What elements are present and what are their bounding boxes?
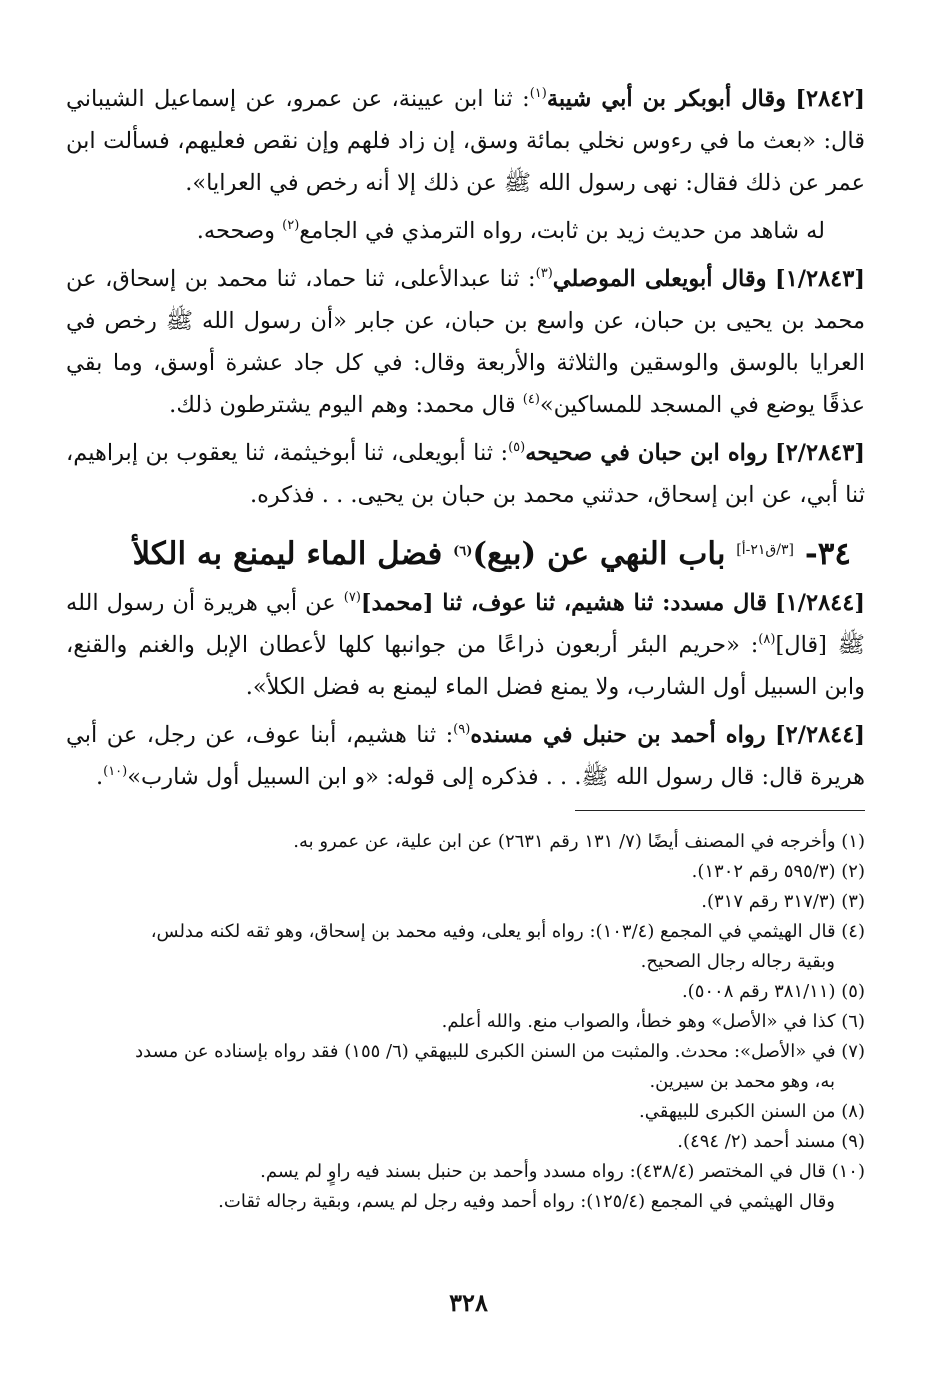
hadith-lead: وقال أبوبكر بن أبي شيبة xyxy=(546,86,787,112)
hadith-text: : ثنا ابن عيينة، عن عمرو، عن إسماعيل الشيباني قال: «بعث ما في رءوس نخلي بمائة وسق، إن زاد فلهم وإن نقص فعليهم، فسألت ابن عمر عن ذلك فقال: نهى رسول الله ﷺ عن ذلك إلا أنه رخص في العرايا». xyxy=(66,86,865,196)
footnote-ref: (٥) xyxy=(508,440,526,455)
footnote-ref: (٣) xyxy=(535,266,553,281)
chapter-title: باب النهي عن (بيع) xyxy=(472,536,726,572)
footnote-ref: (٩) xyxy=(453,722,471,737)
hadith-text: : ثنا عبدالأعلى، ثنا حماد، ثنا محمد بن إسحاق، عن محمد بن يحيى بن حبان، عن واسع بن حبان، عن جابر «أن رسول الله ﷺ رخص في العرايا بالوسق والوسقين والثلاثة والأربعة وقال: في كل جاد عشرة أوسق، وما بقي عذقًا يوضع في المسجد للمساكين» xyxy=(66,266,865,418)
footnote-ref: (٦) xyxy=(453,544,473,559)
hadith-lead: رواه أحمد بن حنبل في مسنده xyxy=(470,722,766,748)
footnotes xyxy=(66,827,865,1217)
hadith-text: : ثنا أبويعلى، ثنا أبوخيثمة، ثنا يعقوب بن إبراهيم، ثنا أبي، عن ابن إسحاق، حدثني محمد بن حبان بن يحيى. . . فذكره. xyxy=(66,440,865,508)
footnote xyxy=(66,977,865,1007)
footnote-continuation: به، وهو محمد بن سيرين. xyxy=(649,1071,835,1092)
shahid-text-end: وصححه. xyxy=(196,218,283,244)
footnote xyxy=(66,1097,865,1127)
footnote xyxy=(66,827,865,857)
footnote-ref: (٤) xyxy=(522,392,540,407)
footnote-text: (١٠) قال في المختصر (٤٣٨/٤): رواه مسدد وأحمد بن حنبل بسند فيه راوٍ لم يسم. xyxy=(260,1161,865,1182)
hadith-text: : ثنا هشيم، أبنا عوف، عن رجل، عن أبي هريرة قال: قال رسول الله ﷺ. . . فذكره إلى قوله: «و ابن السبيل أول شارب» xyxy=(66,722,865,790)
shahid-text: له شاهد من حديث زيد بن ثابت، رواه الترمذي في الجامع xyxy=(299,218,825,244)
hadith-id: [١/٢٨٤٣] xyxy=(775,266,866,292)
footnote-ref: (١) xyxy=(529,86,547,101)
footnote-divider xyxy=(575,810,865,811)
footnote-text: (٦) كذا في «الأصل» وهو خطأ، والصواب منع. والله أعلم. xyxy=(441,1011,865,1032)
footnote-ref: (٢) xyxy=(282,218,300,233)
manuscript-marker: [٣/ق٢١-أ] xyxy=(736,542,795,558)
hadith-text-end: . xyxy=(95,764,104,790)
footnote-text: (٤) قال الهيثمي في المجمع (١٠٣/٤): رواه أبو يعلى، وفيه محمد بن إسحاق، وهو ثقه لكنه مدلس، xyxy=(150,921,865,942)
footnote-ref: (١٠) xyxy=(103,764,128,779)
footnote xyxy=(66,1127,865,1157)
hadith-id: [٢/٢٨٤٣] xyxy=(775,440,865,466)
hadith-lead: وقال أبويعلى الموصلي xyxy=(552,266,767,292)
hadith-2844-2 xyxy=(66,714,865,798)
footnote-text: (٩) مسند أحمد (٢/ ٤٩٤). xyxy=(677,1131,865,1152)
page-number: ٣٢٨ xyxy=(449,1288,488,1317)
chapter-title-end: فضل الماء ليمنع به الكلأ xyxy=(132,536,454,572)
footnote-ref: (٨) xyxy=(758,632,776,647)
hadith-lead: قال مسدد: ثنا هشيم، ثنا عوف، ثنا [محمد] xyxy=(360,590,768,616)
footnote-text: (٣) (٣١٧/٣ رقم ٣١٧). xyxy=(701,891,865,912)
footnote xyxy=(66,887,865,917)
hadith-text: عن أبي هريرة أن رسول الله ﷺ [قال] xyxy=(66,590,865,658)
footnote xyxy=(66,917,865,977)
chapter-heading xyxy=(66,526,865,578)
footnote-continuation: وقال الهيثمي في المجمع (١٢٥/٤): رواه أحمد وفيه رجل لم يسم، وبقية رجاله ثقات. xyxy=(218,1191,835,1212)
footnote-continuation: وبقية رجاله رجال الصحيح. xyxy=(640,951,835,972)
footnote xyxy=(66,1037,865,1097)
footnote-text: (٥) (٣٨١/١١ رقم ٥٠٠٨). xyxy=(681,981,865,1002)
footnote-text: (٢) (٥٩٥/٣ رقم ١٣٠٢). xyxy=(691,861,865,882)
hadith-2843-2 xyxy=(66,432,865,516)
hadith-lead: رواه ابن حبان في صحيحه xyxy=(525,440,768,466)
footnote-text: (٧) في «الأصل»: محدث. والمثبت من السنن الكبرى للبيهقي (٦/ ١٥٥) فقد رواه بإسناده عن مسدد xyxy=(135,1041,865,1062)
shahid-note xyxy=(66,210,865,252)
hadith-2842 xyxy=(66,78,865,204)
hadith-id: [٢٨٤٢] xyxy=(795,86,865,112)
footnote xyxy=(66,857,865,887)
footnote-text: (٨) من السنن الكبرى للبيهقي. xyxy=(639,1101,865,1122)
footnote xyxy=(66,1007,865,1037)
hadith-id: [٢/٢٨٤٤] xyxy=(775,722,865,748)
hadith-2844-1 xyxy=(66,582,865,708)
hadith-text-end: : «حريم البئر أربعون ذراعًا من جوانبها كلها لأعطان الإبل والغنم والقنع، وابن السبيل أول الشارب، ولا يمنع فضل الماء ليمنع به فضل الكلأ». xyxy=(66,632,865,700)
hadith-2843-1 xyxy=(66,258,865,426)
chapter-number: ٣٤- xyxy=(804,536,851,572)
footnote-text: (١) وأخرجه في المصنف أيضًا (٧/ ١٣١ رقم ٢٦٣١) عن ابن علية، عن عمرو به. xyxy=(293,831,865,852)
footnote xyxy=(66,1157,865,1217)
hadith-text-end: قال محمد: وهم اليوم يشترطون ذلك. xyxy=(169,392,523,418)
footnote-ref: (٧) xyxy=(343,590,361,605)
hadith-id: [١/٢٨٤٤] xyxy=(775,590,866,616)
